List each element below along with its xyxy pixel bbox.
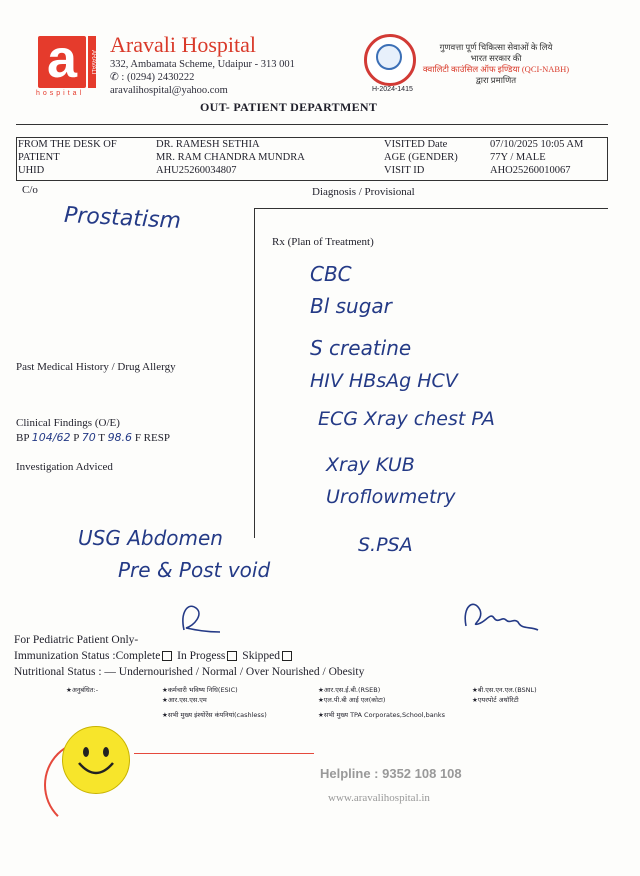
panel-item: ★एयरपोर्ट अथॉरिटी (472, 696, 519, 704)
doctor-signature (460, 596, 550, 646)
website: www.aravalihospital.in (328, 792, 430, 804)
qci-line: द्वारा प्रमाणित (475, 75, 517, 85)
logo-letter: a (46, 29, 78, 89)
vitals-line (16, 431, 170, 444)
visited-value: 07/10/2025 10:05 AM (490, 139, 584, 150)
rx-left-border (254, 208, 255, 538)
imm-progress-checkbox[interactable] (227, 651, 237, 661)
visited-label: VISITED Date (384, 139, 448, 150)
email: aravalihospital@yahoo.com (110, 85, 228, 96)
info-row (16, 151, 608, 164)
immunization-label: Immunization Status : (14, 650, 116, 662)
past-history-label: Past Medical History / Drug Allergy (16, 361, 176, 373)
co-handwritten: Prostatism (63, 202, 182, 235)
investigation-label: Investigation Adviced (16, 461, 113, 473)
address: 332, Ambamata Scheme, Udaipur - 313 001 (110, 59, 295, 70)
nabh-code: H-2024-1415 (372, 86, 413, 93)
rx-item: S.PSA (358, 534, 413, 556)
clinical-findings-label: Clinical Findings (O/E) (16, 417, 120, 429)
rx-item: CBC (310, 262, 352, 286)
age-label: AGE (GENDER) (384, 152, 458, 163)
rx-top-border (254, 208, 608, 209)
helpline: Helpline : 9352 108 108 (320, 766, 462, 781)
immunization-status (14, 650, 294, 662)
logo-side-text: ARAVALI (88, 36, 96, 88)
panel-item: ★बी.एस.एन.एल.(BSNL) (472, 686, 537, 694)
rx-item: S creatine (310, 336, 412, 360)
patient-value: MR. RAM CHANDRA MUNDRA (156, 152, 305, 163)
temp-value: 98.6 (107, 431, 133, 444)
uhid-value: AHU25260034807 (156, 165, 237, 176)
imm-skipped-label: Skipped (242, 650, 280, 662)
info-row (16, 138, 608, 151)
panel-item: ★आर.एस.ई.बी.(RSEB) (318, 686, 381, 694)
uhid-label: UHID (18, 165, 45, 176)
department-title: OUT- PATIENT DEPARTMENT (200, 100, 378, 114)
rx-item: Xray KUB (326, 454, 415, 476)
imm-complete-label: Complete (115, 650, 161, 662)
visit-id-label: VISIT ID (384, 165, 425, 176)
qci-line: भारत सरकार की (470, 53, 522, 63)
panel-item: ★सभी मुख्य इंश्योरेंस कंपनियां(cashless) (162, 711, 267, 719)
usg-line-1: USG Abdomen (78, 526, 223, 550)
panel-item: ★सभी मुख्य TPA Corporates,School,banks (318, 711, 446, 719)
patient-label: PATIENT (18, 152, 60, 163)
hospital-name: Aravali Hospital (110, 32, 257, 57)
from-value: DR. RAMESH SETHIA (156, 139, 260, 150)
header-divider (16, 124, 608, 125)
from-label: FROM THE DESK OF (18, 139, 117, 150)
phone: ✆ : (0294) 2430222 (110, 72, 195, 83)
qci-accreditation (416, 42, 576, 86)
smiley-eye (103, 747, 109, 757)
smiley-eye (83, 747, 89, 757)
rx-label: Rx (Plan of Treatment) (272, 236, 374, 248)
decorative-red-line (134, 753, 314, 754)
rx-item: ECG Xray chest PA (318, 408, 495, 430)
temp-label: T (98, 432, 105, 444)
pediatric-label: For Pediatric Patient Only- (14, 634, 139, 646)
panel-item: ★एल.पी.बी आई एल(कोटा) (318, 696, 386, 704)
logo-subtext: hospital (36, 90, 85, 97)
qci-line: गुणवत्ता पूर्ण चिकित्सा सेवाओं के लिये (439, 42, 553, 52)
panel-item: ★कर्मचारी भविष्य निधि(ESIC) (162, 686, 238, 694)
imm-progress-label: In Progess (177, 650, 226, 662)
bp-label: BP (16, 432, 30, 444)
imm-skipped-checkbox[interactable] (282, 651, 292, 661)
imm-complete-checkbox[interactable] (162, 651, 172, 661)
rx-item: HIV HBsAg HCV (310, 370, 458, 392)
resp-label: F RESP (134, 432, 170, 444)
co-label: C/o (22, 184, 38, 196)
panel-item: ★आर.एस.एस.एम (162, 696, 207, 704)
info-row (16, 164, 608, 177)
patient-info-table (16, 138, 608, 177)
visit-id-value: AHO25260010067 (490, 165, 571, 176)
nutritional-status: Nutritional Status : — Undernourished / Normal / Over Nourished / Obesity (14, 666, 365, 678)
pulse-value: 70 (81, 431, 96, 444)
smiley-mouth (75, 757, 117, 783)
qci-line: क्वालिटी काउंसिल ऑफ इण्डिया (QCI-NABH) (422, 64, 570, 74)
smiley-icon (62, 726, 130, 794)
diagnosis-label: Diagnosis / Provisional (312, 186, 415, 198)
bp-value: 104/62 (31, 431, 71, 444)
nabh-seal-center (376, 44, 402, 70)
rx-item: Uroflowmetry (326, 486, 456, 508)
hospital-address-block (110, 58, 295, 97)
doctor-initials-left (176, 598, 226, 640)
panel-label: ★अनुबंधित:- (66, 686, 99, 694)
age-value: 77Y / MALE (490, 152, 546, 163)
rx-item: Bl sugar (310, 294, 392, 318)
usg-line-2: Pre & Post void (118, 558, 271, 582)
pulse-label: P (73, 432, 79, 444)
